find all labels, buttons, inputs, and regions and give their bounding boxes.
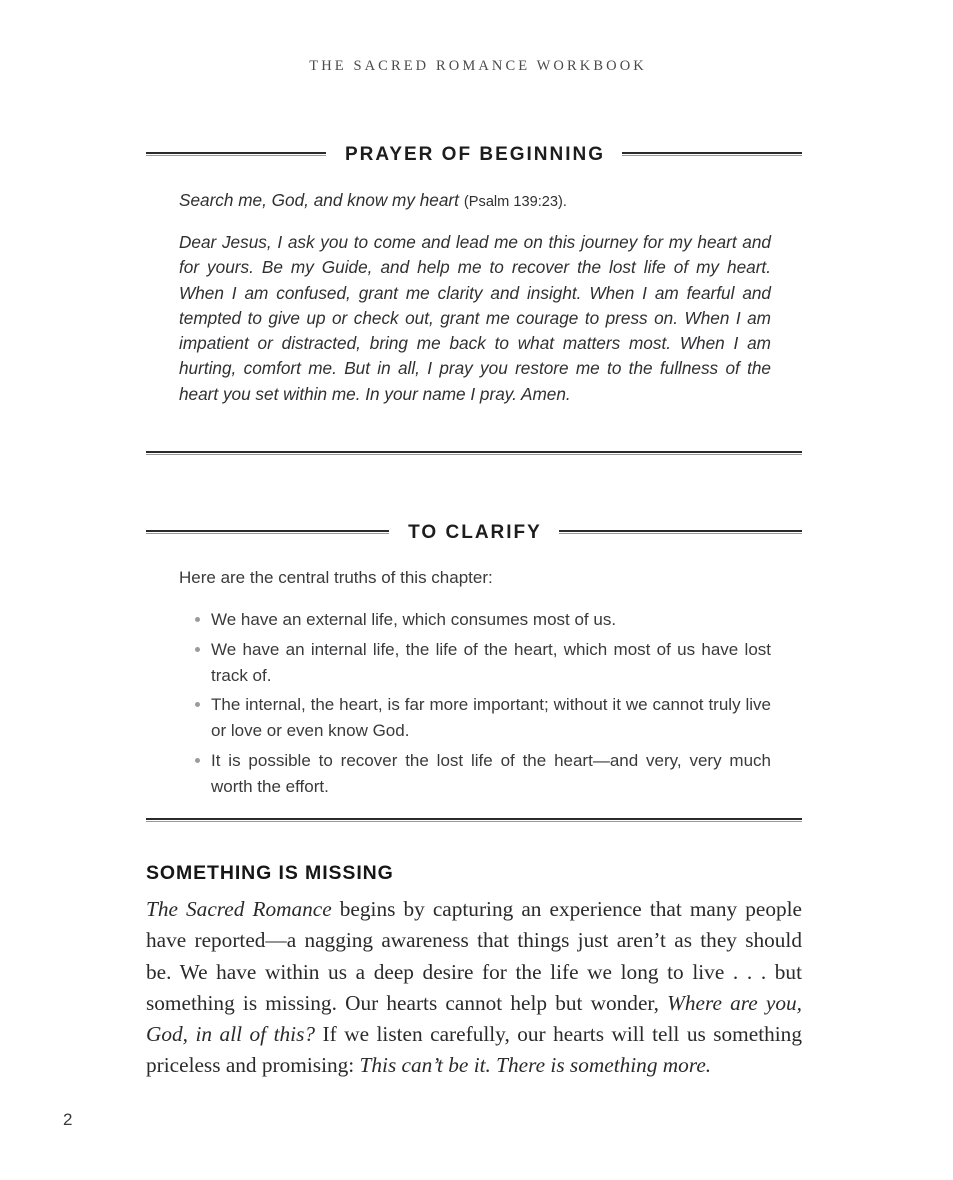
list-item-text: It is possible to recover the lost life of the heart—and very, very much worth the effort. xyxy=(211,750,771,796)
list-item-text: We have an external life, which consumes most of us. xyxy=(211,610,617,629)
italic-closing-phrase: This can’t be it. There is something more. xyxy=(359,1053,712,1078)
list-item xyxy=(179,637,771,689)
list-item xyxy=(179,607,771,633)
heading-rule-right xyxy=(559,530,802,535)
prayer-body-text: Dear Jesus, I ask you to come and lead me on this journey for my heart and for yours. Be my Guide, and help me to recover the lost life of my heart. When I am confused, grant me clarity and insight. When I am fearful and tempted to give up or check out, grant me courage to press on. When I am impatient or distracted, bring me back to what matters most. When I am hurting, comfort me. But in all, I pray you restore me to the fullness of the heart you set within me. In your name I pray. Amen. xyxy=(179,232,771,404)
section-heading-to-clarify xyxy=(146,523,802,542)
list-item xyxy=(179,748,771,800)
bullet-dot-icon xyxy=(195,617,200,622)
scripture-citation: (Psalm 139:23). xyxy=(463,194,567,210)
scripture-quote: Search me, God, and know my heart xyxy=(179,190,459,210)
list-item-text: The internal, the heart, is far more important; without it we cannot truly live or love or even know God. xyxy=(211,695,771,741)
heading-rule-left xyxy=(146,530,389,535)
running-head: THE SACRED ROMANCE WORKBOOK xyxy=(309,58,647,74)
list-item xyxy=(179,692,771,744)
page-number: 2 xyxy=(63,1110,73,1129)
section-heading-prayer-label: PRAYER OF BEGINNING xyxy=(344,144,606,165)
missing-paragraph-run-2: If we listen carefully, our hearts will tell us something priceless and promising: xyxy=(146,1022,802,1078)
bullet-dot-icon xyxy=(195,702,200,707)
divider-rule-after-clarify xyxy=(146,818,802,823)
subsection-heading-something-is-missing: SOMETHING IS MISSING xyxy=(146,862,394,884)
section-heading-clarify-label: TO CLARIFY xyxy=(408,522,542,543)
bullet-dot-icon xyxy=(195,647,200,652)
bullet-dot-icon xyxy=(195,758,200,763)
clarify-lead-in-text: Here are the central truths of this chapter: xyxy=(179,568,493,587)
italic-question-phrase: Where are you, God, in all of this? xyxy=(146,990,802,1047)
clarify-bullet-list xyxy=(179,607,771,800)
list-item-text: We have an internal life, the life of the heart, which most of us have lost track of. xyxy=(211,639,771,685)
missing-paragraph-run-1: begins by capturing an experience that many people have reported—a nagging awareness that things just aren’t as they should be. We have within us a deep desire for the life we long to live . . . but something is missing. Our hearts cannot help but wonder, xyxy=(146,897,802,1015)
section-heading-prayer-of-beginning xyxy=(146,145,802,164)
divider-rule-after-prayer xyxy=(146,451,802,456)
book-title-italic: The Sacred Romance xyxy=(146,897,332,921)
missing-body-paragraph xyxy=(146,894,802,1082)
scripture-line xyxy=(179,188,779,213)
heading-rule-right xyxy=(622,152,802,157)
heading-rule-left xyxy=(146,152,326,157)
